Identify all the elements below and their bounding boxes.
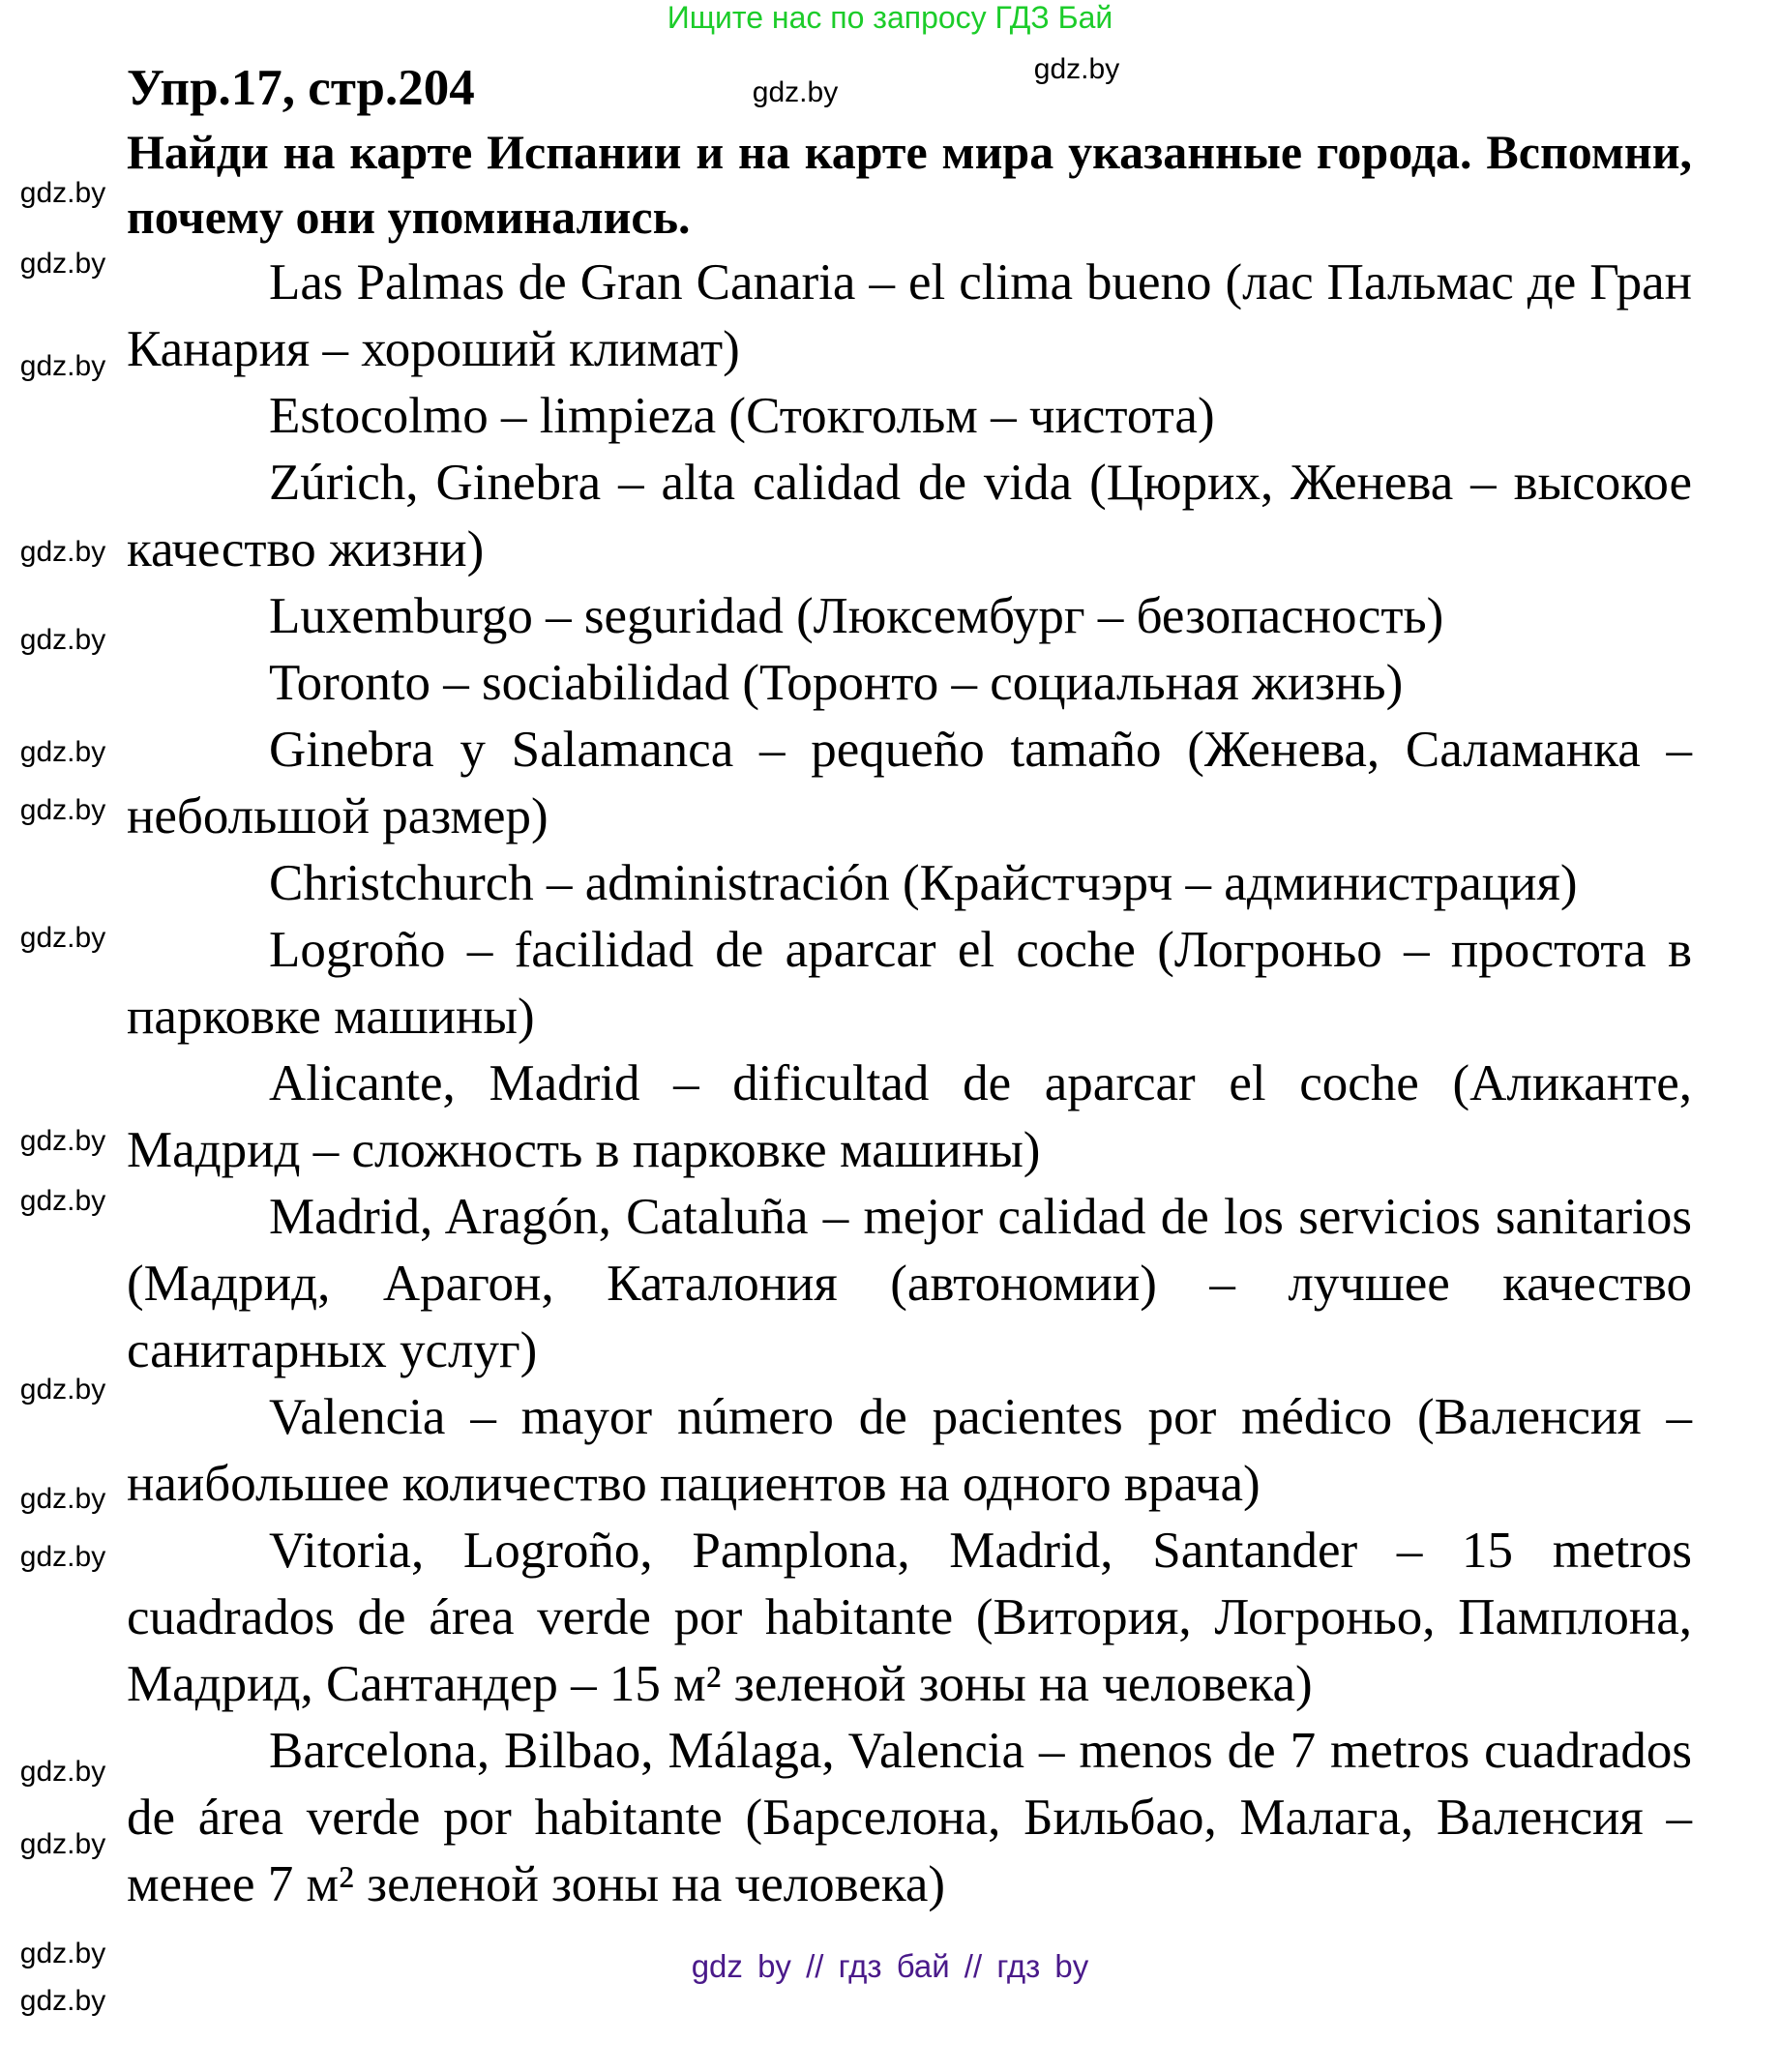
watermark: gdz.by [19,1185,106,1217]
watermark: gdz.by [1033,53,1120,85]
watermark: gdz.by [19,1374,106,1406]
answer-list [127,250,1692,1918]
answer-item: Alicante, Madrid – dificultad de aparcar el coche (Аликанте, Мадрид – сложность в парковке машины) [127,1055,1692,1178]
answer-item: Luxemburgo – seguridad (Люксембург – безопасность) [269,588,1444,644]
watermark: gdz.by [19,177,106,209]
answer-item: Vitoria, Logroño, Pamplona, Madrid, Santander – 15 metros cuadrados de área verde por habitante (Витория, Логроньо, Памплона, Мадрид, Сантандер – 15 м² зеленой зоны на человека) [127,1523,1692,1712]
answer-item: Zúrich, Ginebra – alta calidad de vida (Цюрих, Женева – высокое качество жизни) [127,455,1692,577]
answer-item: Toronto – sociabilidad (Торонто – социальная жизнь) [269,655,1404,711]
answer-item: Christchurch – administración (Крайстчэрч – администрация) [269,855,1578,911]
watermark: gdz.by [19,1985,106,2017]
watermark: gdz.by [19,536,106,568]
watermark: gdz.by [19,1483,106,1515]
footer-links: gdz by // гдз бай // гдз by [691,1948,1089,1984]
watermark: gdz.by [19,624,106,656]
answer-item: Valencia – mayor número de pacientes por médico (Валенсия – наибольшее количество пациентов на одного врача) [127,1389,1692,1512]
watermark: gdz.by [19,922,106,954]
answer-item: Las Palmas de Gran Canaria – el clima bueno (лас Пальмас де Гран Канария – хороший климат) [127,254,1692,377]
answer-item: Barcelona, Bilbao, Málaga, Valencia – menos de 7 metros cuadrados de área verde por habitante (Барселона, Бильбао, Малага, Валенсия – менее 7 м² зеленой зоны на человека) [127,1723,1692,1912]
watermark: gdz.by [19,1541,106,1573]
exercise-document [127,0,1692,1918]
watermark: gdz.by [19,1125,106,1157]
exercise-title: Упр.17, стр.204 [127,60,475,116]
answer-item: Ginebra y Salamanca – pequeño tamaño (Женева, Саламанка – небольшой размер) [127,722,1692,844]
answer-item: Madrid, Aragón, Cataluña – mejor calidad de los servicios sanitarios (Мадрид, Арагон, Каталония (автономии) – лучшее качество санитарных услуг) [127,1189,1692,1378]
watermark: gdz.by [752,76,839,108]
watermark: gdz.by [19,1756,106,1788]
watermark: gdz.by [19,736,106,768]
watermark: gdz.by [19,248,106,280]
task-text: Найди на карте Испании и на карте мира указанные города. Вспомни, почему они упоминались. [127,125,1692,244]
watermark: gdz.by [19,350,106,382]
search-banner: Ищите нас по запросу ГДЗ Бай [667,0,1113,35]
watermark: gdz.by [19,1828,106,1860]
answer-item: Logroño – facilidad de aparcar el coche (Логроньо – простота в парковке машины) [127,922,1692,1045]
watermark: gdz.by [19,794,106,826]
watermark: gdz.by [19,1938,106,1969]
answer-item: Estocolmo – limpieza (Стокгольм – чистота) [269,388,1215,444]
